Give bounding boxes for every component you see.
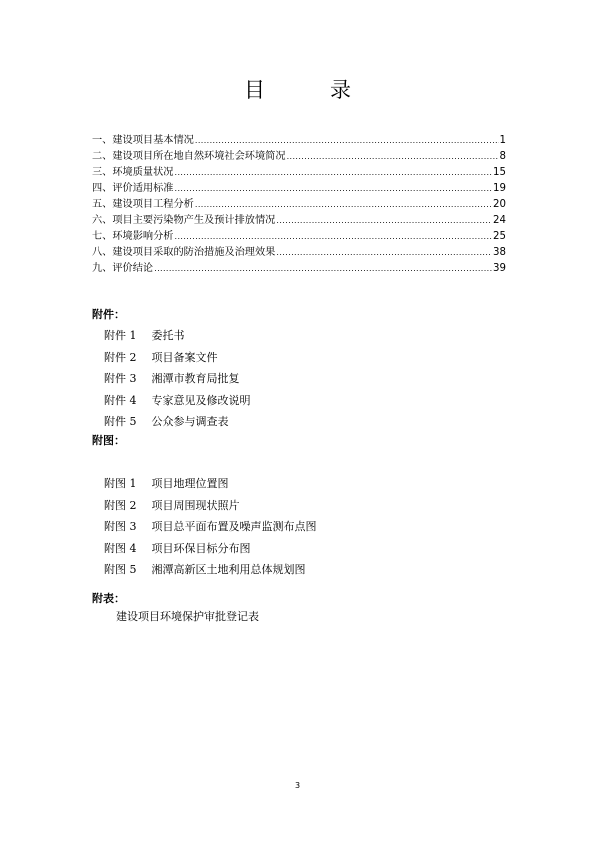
attachments-heading: 附件： bbox=[92, 308, 125, 321]
toc-entry-label: 九、评价结论 bbox=[92, 263, 154, 274]
list-item bbox=[104, 495, 317, 517]
attachment-label: 附件 2 bbox=[104, 350, 137, 364]
toc-entry-page: 39 bbox=[493, 263, 506, 274]
toc-entry[interactable] bbox=[92, 181, 506, 197]
toc-entry-page: 15 bbox=[493, 167, 506, 178]
figure-label: 附图 3 bbox=[104, 520, 137, 534]
toc-entry[interactable] bbox=[92, 261, 506, 277]
figure-label: 附图 1 bbox=[104, 477, 137, 490]
toc-entry-page: 8 bbox=[499, 151, 506, 162]
toc-entry-page: 20 bbox=[493, 199, 506, 210]
toc-entry-label: 五、建设项目工程分析 bbox=[92, 199, 194, 210]
toc-leader-dots bbox=[195, 197, 492, 213]
figure-label: 附图 2 bbox=[104, 498, 137, 512]
list-item bbox=[104, 516, 317, 538]
toc-entry[interactable] bbox=[92, 149, 506, 165]
toc-entry[interactable] bbox=[92, 133, 506, 149]
attachment-label: 附件 3 bbox=[104, 372, 137, 386]
toc-leader-dots bbox=[195, 133, 499, 149]
figure-text: 项目总平面布置及噪声监测布点图 bbox=[151, 520, 317, 534]
page-number: 3 bbox=[294, 781, 301, 790]
toc-leader-dots bbox=[154, 261, 492, 277]
page-title: 目 录 bbox=[244, 78, 373, 102]
list-item bbox=[104, 473, 317, 495]
toc-leader-dots bbox=[175, 181, 493, 197]
toc-entry-label: 一、建设项目基本情况 bbox=[92, 135, 194, 146]
figure-text: 湘潭高新区土地利用总体规划图 bbox=[151, 563, 306, 577]
tables-heading: 附表： bbox=[92, 592, 125, 605]
figures-list bbox=[104, 473, 317, 581]
attachments-list bbox=[104, 325, 251, 433]
attachment-label: 附件 4 bbox=[104, 393, 137, 407]
list-item bbox=[104, 347, 251, 369]
tables-list bbox=[116, 606, 259, 628]
toc-leader-dots bbox=[287, 149, 499, 165]
toc-entry[interactable] bbox=[92, 165, 506, 181]
attachment-text: 专家意见及修改说明 bbox=[151, 393, 251, 407]
toc-entry-label: 三、环境质量状况 bbox=[92, 167, 174, 178]
attachment-text: 项目备案文件 bbox=[151, 350, 218, 364]
toc-entry-label: 七、环境影响分析 bbox=[92, 231, 174, 242]
toc-entry[interactable] bbox=[92, 197, 506, 213]
figure-label: 附图 4 bbox=[104, 541, 137, 555]
toc-entry[interactable] bbox=[92, 229, 506, 245]
attachment-label: 附件 5 bbox=[104, 415, 137, 429]
toc-entry[interactable] bbox=[92, 245, 506, 261]
list-item bbox=[104, 411, 251, 433]
table-text: 建设项目环境保护审批登记表 bbox=[116, 610, 259, 623]
attachment-text: 委托书 bbox=[151, 329, 185, 342]
list-item bbox=[104, 538, 317, 560]
figures-heading: 附图： bbox=[92, 434, 125, 447]
attachment-text: 湘潭市教育局批复 bbox=[151, 372, 240, 386]
toc-entry-page: 24 bbox=[493, 215, 506, 226]
toc-entry[interactable] bbox=[92, 213, 506, 229]
toc-leader-dots bbox=[276, 245, 492, 261]
list-item bbox=[104, 390, 251, 412]
toc-leader-dots bbox=[175, 229, 493, 245]
toc-entry-page: 38 bbox=[493, 247, 506, 258]
list-item bbox=[104, 325, 251, 347]
list-item bbox=[104, 559, 317, 581]
figure-text: 项目环保目标分布图 bbox=[151, 541, 251, 555]
toc-entry-page: 25 bbox=[493, 231, 506, 242]
toc-leader-dots bbox=[276, 213, 492, 229]
toc-entry-page: 1 bbox=[499, 135, 506, 146]
table-of-contents bbox=[92, 133, 506, 277]
toc-leader-dots bbox=[175, 165, 493, 181]
list-item bbox=[104, 368, 251, 390]
toc-entry-label: 六、项目主要污染物产生及预计排放情况 bbox=[92, 215, 276, 226]
attachment-label: 附件 1 bbox=[104, 329, 137, 342]
toc-entry-label: 八、建设项目采取的防治措施及治理效果 bbox=[92, 247, 276, 258]
toc-entry-label: 四、评价适用标准 bbox=[92, 183, 174, 194]
figure-label: 附图 5 bbox=[104, 563, 137, 577]
figure-text: 项目地理位置图 bbox=[151, 477, 229, 490]
toc-entry-page: 19 bbox=[493, 183, 506, 194]
attachment-text: 公众参与调查表 bbox=[151, 415, 229, 429]
toc-entry-label: 二、建设项目所在地自然环境社会环境简况 bbox=[92, 151, 286, 162]
figure-text: 项目周围现状照片 bbox=[151, 498, 240, 512]
list-item bbox=[116, 606, 259, 628]
